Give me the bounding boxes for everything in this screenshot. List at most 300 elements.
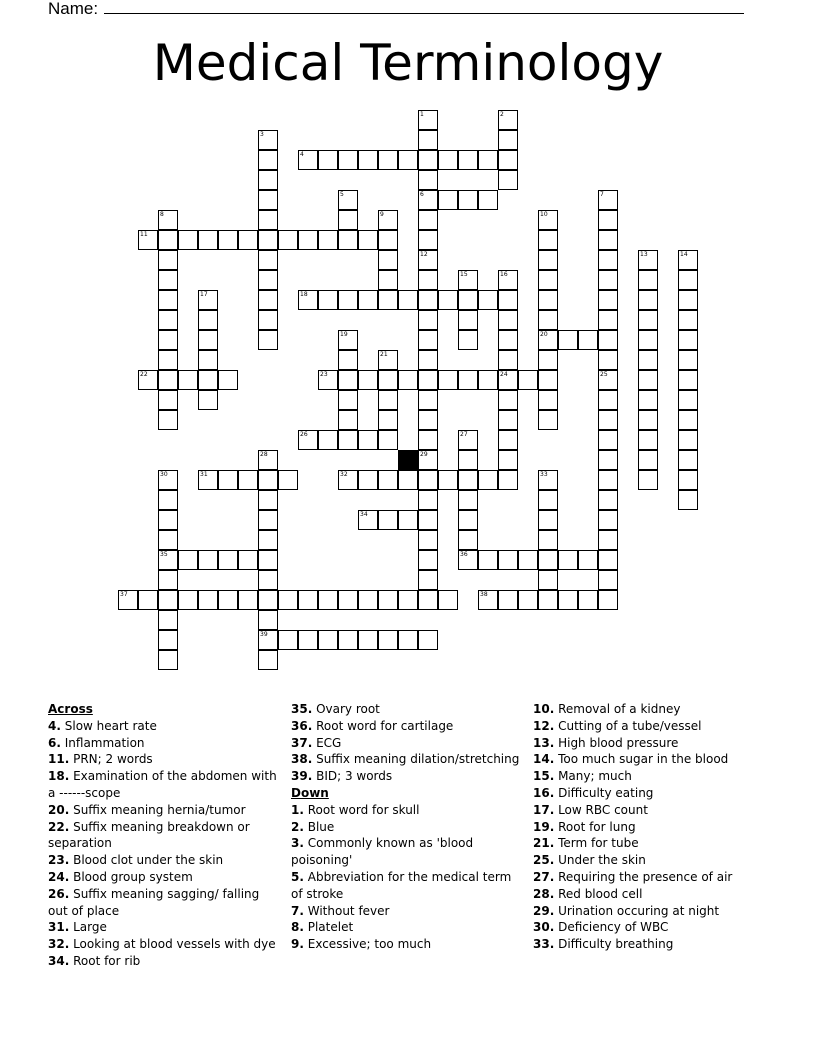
- cell-number: 14: [680, 251, 688, 258]
- grid-cell[interactable]: [258, 210, 278, 230]
- grid-cell[interactable]: [118, 590, 138, 610]
- grid-cell[interactable]: [678, 470, 698, 490]
- grid-cell[interactable]: [418, 350, 438, 370]
- grid-cell[interactable]: [218, 590, 238, 610]
- grid-cell[interactable]: [278, 470, 298, 490]
- grid-cell[interactable]: [638, 350, 658, 370]
- grid-cell[interactable]: [198, 330, 218, 350]
- grid-cell[interactable]: [498, 290, 518, 310]
- grid-cell[interactable]: [538, 230, 558, 250]
- grid-cell[interactable]: [678, 370, 698, 390]
- grid-cell[interactable]: [538, 330, 558, 350]
- across-clue-number: 26.: [48, 886, 70, 901]
- grid-cell[interactable]: [578, 550, 598, 570]
- grid-cell[interactable]: [418, 590, 438, 610]
- grid-cell[interactable]: [338, 350, 358, 370]
- grid-cell[interactable]: [378, 470, 398, 490]
- grid-cell[interactable]: [338, 410, 358, 430]
- grid-cell[interactable]: [478, 590, 498, 610]
- grid-cell[interactable]: [498, 390, 518, 410]
- grid-cell[interactable]: [298, 290, 318, 310]
- grid-cell[interactable]: [378, 270, 398, 290]
- grid-cell[interactable]: [358, 290, 378, 310]
- grid-cell[interactable]: [598, 370, 618, 390]
- grid-cell[interactable]: [638, 290, 658, 310]
- grid-cell[interactable]: [598, 490, 618, 510]
- grid-cell[interactable]: [518, 370, 538, 390]
- grid-cell[interactable]: [158, 370, 178, 390]
- grid-cell[interactable]: [238, 230, 258, 250]
- grid-cell[interactable]: [678, 330, 698, 350]
- grid-cell[interactable]: [258, 550, 278, 570]
- grid-cell[interactable]: [158, 650, 178, 670]
- across-clue-number: 35.: [291, 702, 313, 716]
- grid-cell[interactable]: [558, 330, 578, 350]
- grid-cell[interactable]: [158, 250, 178, 270]
- grid-cell[interactable]: [598, 230, 618, 250]
- grid-cell[interactable]: [318, 630, 338, 650]
- grid-cell[interactable]: [498, 310, 518, 330]
- grid-cell[interactable]: [678, 430, 698, 450]
- grid-cell[interactable]: [678, 270, 698, 290]
- grid-cell[interactable]: [538, 470, 558, 490]
- grid-cell[interactable]: [478, 290, 498, 310]
- grid-cell[interactable]: [158, 470, 178, 490]
- grid-cell[interactable]: [358, 510, 378, 530]
- grid-cell[interactable]: [198, 370, 218, 390]
- grid-cell[interactable]: [418, 230, 438, 250]
- grid-cell[interactable]: [398, 150, 418, 170]
- grid-cell[interactable]: [598, 530, 618, 550]
- grid-cell[interactable]: [158, 570, 178, 590]
- grid-cell[interactable]: [278, 590, 298, 610]
- grid-cell[interactable]: [158, 310, 178, 330]
- down-clue-number: 16.: [533, 785, 555, 800]
- grid-cell[interactable]: [538, 530, 558, 550]
- grid-cell[interactable]: [298, 590, 318, 610]
- down-clue-text: Urination occuring at night: [554, 903, 720, 918]
- grid-cell[interactable]: [338, 150, 358, 170]
- grid-cell[interactable]: [538, 550, 558, 570]
- grid-cell[interactable]: [538, 310, 558, 330]
- grid-cell[interactable]: [378, 150, 398, 170]
- grid-cell[interactable]: [458, 190, 478, 210]
- grid-cell[interactable]: [478, 150, 498, 170]
- grid-cell[interactable]: [478, 550, 498, 570]
- grid-cell[interactable]: [378, 230, 398, 250]
- across-clue-text: Blood group system: [69, 869, 193, 884]
- grid-cell[interactable]: [438, 370, 458, 390]
- grid-cell[interactable]: [538, 370, 558, 390]
- grid-cell[interactable]: [358, 150, 378, 170]
- grid-cell[interactable]: [558, 590, 578, 610]
- grid-cell[interactable]: [198, 390, 218, 410]
- grid-cell[interactable]: [138, 590, 158, 610]
- grid-cell[interactable]: [198, 470, 218, 490]
- grid-cell[interactable]: [158, 270, 178, 290]
- grid-cell[interactable]: [478, 190, 498, 210]
- grid-cell[interactable]: [318, 430, 338, 450]
- grid-cell[interactable]: [598, 510, 618, 530]
- grid-cell[interactable]: [438, 590, 458, 610]
- grid-cell[interactable]: [418, 490, 438, 510]
- grid-cell[interactable]: [198, 290, 218, 310]
- grid-cell[interactable]: [638, 330, 658, 350]
- grid-cell[interactable]: [498, 150, 518, 170]
- grid-cell[interactable]: [418, 170, 438, 190]
- grid-cell[interactable]: [338, 230, 358, 250]
- grid-cell[interactable]: [258, 170, 278, 190]
- grid-cell[interactable]: [158, 330, 178, 350]
- across-clue-text: PRN; 2 words: [69, 752, 153, 767]
- grid-cell[interactable]: [318, 150, 338, 170]
- grid-cell[interactable]: [158, 290, 178, 310]
- grid-cell[interactable]: [318, 290, 338, 310]
- grid-cell[interactable]: [298, 230, 318, 250]
- grid-cell[interactable]: [378, 590, 398, 610]
- grid-cell[interactable]: [198, 590, 218, 610]
- grid-cell[interactable]: [418, 390, 438, 410]
- grid-cell[interactable]: [538, 590, 558, 610]
- grid-cell[interactable]: [498, 590, 518, 610]
- grid-cell[interactable]: [638, 410, 658, 430]
- down-clue-text: Blue: [303, 819, 335, 834]
- grid-cell[interactable]: [598, 250, 618, 270]
- grid-cell[interactable]: [338, 210, 358, 230]
- grid-cell[interactable]: [258, 590, 278, 610]
- grid-cell[interactable]: [538, 390, 558, 410]
- grid-cell[interactable]: [258, 450, 278, 470]
- grid-cell[interactable]: [418, 430, 438, 450]
- grid-cell[interactable]: [438, 290, 458, 310]
- grid-cell[interactable]: [158, 230, 178, 250]
- grid-cell[interactable]: [258, 570, 278, 590]
- grid-cell[interactable]: [198, 350, 218, 370]
- grid-cell[interactable]: [438, 150, 458, 170]
- grid-cell[interactable]: [418, 570, 438, 590]
- grid-cell[interactable]: [418, 330, 438, 350]
- grid-cell[interactable]: [218, 550, 238, 570]
- grid-cell[interactable]: [638, 390, 658, 410]
- grid-cell[interactable]: [418, 510, 438, 530]
- grid-cell[interactable]: [418, 370, 438, 390]
- grid-cell[interactable]: [498, 110, 518, 130]
- grid-cell[interactable]: [678, 290, 698, 310]
- grid-cell[interactable]: [458, 490, 478, 510]
- grid-cell[interactable]: [478, 470, 498, 490]
- grid-cell[interactable]: [538, 210, 558, 230]
- grid-cell[interactable]: [458, 470, 478, 490]
- across-clue-number: 4.: [48, 718, 61, 733]
- grid-cell[interactable]: [458, 550, 478, 570]
- grid-cell[interactable]: [418, 410, 438, 430]
- grid-cell[interactable]: [178, 370, 198, 390]
- grid-cell[interactable]: [378, 510, 398, 530]
- grid-cell[interactable]: [138, 370, 158, 390]
- grid-cell[interactable]: [258, 150, 278, 170]
- cell-number: 15: [460, 271, 468, 278]
- grid-cell[interactable]: [418, 470, 438, 490]
- grid-cell[interactable]: [318, 590, 338, 610]
- grid-cell[interactable]: [398, 630, 418, 650]
- grid-cell[interactable]: [338, 390, 358, 410]
- grid-cell[interactable]: [418, 270, 438, 290]
- grid-cell[interactable]: [158, 550, 178, 570]
- grid-cell[interactable]: [378, 250, 398, 270]
- grid-cell[interactable]: [458, 510, 478, 530]
- grid-cell[interactable]: [238, 550, 258, 570]
- grid-cell[interactable]: [338, 590, 358, 610]
- grid-cell[interactable]: [378, 430, 398, 450]
- grid-cell[interactable]: [418, 450, 438, 470]
- grid-cell[interactable]: [498, 170, 518, 190]
- grid-cell[interactable]: [158, 530, 178, 550]
- grid-cell[interactable]: [598, 450, 618, 470]
- grid-cell[interactable]: [218, 470, 238, 490]
- down-clue-list-continued: [533, 701, 773, 953]
- across-clue: [48, 953, 280, 970]
- grid-cell[interactable]: [418, 310, 438, 330]
- page-title: Medical Terminology: [152, 34, 664, 92]
- grid-cell[interactable]: [538, 270, 558, 290]
- grid-cell[interactable]: [478, 370, 498, 390]
- grid-cell[interactable]: [398, 470, 418, 490]
- grid-cell[interactable]: [178, 230, 198, 250]
- grid-cell[interactable]: [598, 350, 618, 370]
- grid-cell[interactable]: [498, 430, 518, 450]
- grid-cell[interactable]: [678, 450, 698, 470]
- grid-cell[interactable]: [538, 410, 558, 430]
- grid-cell[interactable]: [198, 550, 218, 570]
- grid-cell[interactable]: [258, 130, 278, 150]
- grid-cell[interactable]: [338, 190, 358, 210]
- grid-cell[interactable]: [158, 630, 178, 650]
- grid-cell[interactable]: [258, 330, 278, 350]
- grid-cell[interactable]: [258, 310, 278, 330]
- grid-cell[interactable]: [358, 370, 378, 390]
- grid-cell[interactable]: [258, 490, 278, 510]
- grid-cell[interactable]: [378, 370, 398, 390]
- grid-cell[interactable]: [538, 510, 558, 530]
- grid-cell[interactable]: [378, 290, 398, 310]
- grid-cell[interactable]: [598, 330, 618, 350]
- grid-cell[interactable]: [258, 190, 278, 210]
- grid-cell[interactable]: [678, 390, 698, 410]
- grid-cell[interactable]: [538, 490, 558, 510]
- down-clue-number: 12.: [533, 718, 555, 733]
- grid-cell[interactable]: [398, 590, 418, 610]
- grid-cell[interactable]: [578, 330, 598, 350]
- down-clue: [533, 936, 773, 953]
- grid-cell[interactable]: [298, 430, 318, 450]
- grid-cell[interactable]: [218, 370, 238, 390]
- grid-cell[interactable]: [598, 290, 618, 310]
- grid-cell[interactable]: [538, 250, 558, 270]
- grid-cell[interactable]: [158, 490, 178, 510]
- grid-cell[interactable]: [598, 210, 618, 230]
- grid-cell[interactable]: [438, 190, 458, 210]
- grid-cell[interactable]: [258, 630, 278, 650]
- grid-cell[interactable]: [498, 370, 518, 390]
- grid-cell[interactable]: [218, 230, 238, 250]
- grid-cell[interactable]: [498, 350, 518, 370]
- grid-cell[interactable]: [398, 510, 418, 530]
- grid-cell[interactable]: [298, 150, 318, 170]
- grid-cell[interactable]: [338, 470, 358, 490]
- grid-cell[interactable]: [598, 550, 618, 570]
- grid-cell[interactable]: [298, 630, 318, 650]
- grid-cell[interactable]: [458, 270, 478, 290]
- cell-number: 2: [500, 111, 504, 118]
- grid-cell[interactable]: [598, 190, 618, 210]
- across-clue-number: 32.: [48, 937, 70, 952]
- grid-cell[interactable]: [258, 530, 278, 550]
- grid-cell[interactable]: [358, 630, 378, 650]
- grid-cell[interactable]: [158, 350, 178, 370]
- grid-cell[interactable]: [418, 250, 438, 270]
- grid-cell[interactable]: [418, 110, 438, 130]
- grid-cell[interactable]: [318, 370, 338, 390]
- grid-cell[interactable]: [378, 630, 398, 650]
- grid-cell[interactable]: [338, 370, 358, 390]
- grid-cell[interactable]: [258, 650, 278, 670]
- grid-cell[interactable]: [638, 450, 658, 470]
- grid-cell[interactable]: [638, 270, 658, 290]
- grid-cell[interactable]: [158, 610, 178, 630]
- grid-cell[interactable]: [398, 290, 418, 310]
- grid-cell[interactable]: [378, 350, 398, 370]
- grid-cell[interactable]: [378, 390, 398, 410]
- grid-cell[interactable]: [518, 550, 538, 570]
- grid-cell[interactable]: [178, 590, 198, 610]
- grid-cell[interactable]: [318, 230, 338, 250]
- grid-cell[interactable]: [198, 230, 218, 250]
- across-clue: [291, 735, 523, 752]
- grid-cell[interactable]: [358, 430, 378, 450]
- down-clue: [291, 869, 523, 903]
- grid-cell[interactable]: [158, 210, 178, 230]
- grid-cell[interactable]: [138, 230, 158, 250]
- grid-cell[interactable]: [458, 290, 478, 310]
- grid-cell[interactable]: [458, 430, 478, 450]
- grid-cell[interactable]: [158, 590, 178, 610]
- grid-cell[interactable]: [678, 490, 698, 510]
- grid-cell[interactable]: [418, 190, 438, 210]
- grid-cell[interactable]: [578, 590, 598, 610]
- grid-cell[interactable]: [278, 630, 298, 650]
- grid-cell[interactable]: [278, 230, 298, 250]
- grid-cell[interactable]: [458, 330, 478, 350]
- grid-cell[interactable]: [538, 290, 558, 310]
- grid-cell[interactable]: [378, 410, 398, 430]
- grid-cell[interactable]: [678, 250, 698, 270]
- grid-cell[interactable]: [418, 150, 438, 170]
- grid-cell[interactable]: [638, 470, 658, 490]
- grid-cell[interactable]: [418, 130, 438, 150]
- grid-cell[interactable]: [638, 370, 658, 390]
- down-clue-number: 15.: [533, 769, 555, 784]
- grid-cell[interactable]: [498, 470, 518, 490]
- grid-cell[interactable]: [498, 450, 518, 470]
- grid-cell[interactable]: [598, 470, 618, 490]
- grid-cell[interactable]: [418, 550, 438, 570]
- grid-cell[interactable]: [418, 530, 438, 550]
- grid-cell[interactable]: [498, 550, 518, 570]
- grid-cell[interactable]: [498, 130, 518, 150]
- grid-cell[interactable]: [378, 210, 398, 230]
- grid-cell[interactable]: [498, 270, 518, 290]
- grid-cell[interactable]: [338, 330, 358, 350]
- across-clue-number: 36.: [291, 718, 313, 733]
- grid-cell[interactable]: [358, 590, 378, 610]
- grid-cell[interactable]: [558, 550, 578, 570]
- grid-cell[interactable]: [258, 250, 278, 270]
- grid-cell[interactable]: [598, 390, 618, 410]
- grid-cell[interactable]: [598, 570, 618, 590]
- grid-cell[interactable]: [458, 530, 478, 550]
- grid-cell[interactable]: [418, 290, 438, 310]
- grid-cell[interactable]: [598, 430, 618, 450]
- grid-cell[interactable]: [538, 570, 558, 590]
- grid-cell[interactable]: [638, 250, 658, 270]
- grid-cell[interactable]: [598, 270, 618, 290]
- grid-cell[interactable]: [258, 510, 278, 530]
- grid-cell[interactable]: [198, 310, 218, 330]
- grid-cell[interactable]: [638, 430, 658, 450]
- grid-cell[interactable]: [598, 590, 618, 610]
- grid-cell[interactable]: [678, 350, 698, 370]
- grid-cell[interactable]: [398, 370, 418, 390]
- grid-cell[interactable]: [438, 470, 458, 490]
- grid-cell[interactable]: [538, 350, 558, 370]
- grid-cell[interactable]: [678, 310, 698, 330]
- grid-cell[interactable]: [498, 410, 518, 430]
- grid-cell[interactable]: [458, 310, 478, 330]
- grid-cell[interactable]: [358, 470, 378, 490]
- grid-cell[interactable]: [238, 470, 258, 490]
- grid-cell[interactable]: [338, 290, 358, 310]
- grid-cell[interactable]: [458, 150, 478, 170]
- grid-cell[interactable]: [458, 370, 478, 390]
- cell-number: 29: [420, 451, 428, 458]
- grid-cell[interactable]: [258, 610, 278, 630]
- grid-cell[interactable]: [258, 470, 278, 490]
- grid-cell[interactable]: [258, 270, 278, 290]
- grid-cell[interactable]: [678, 410, 698, 430]
- grid-cell[interactable]: [598, 310, 618, 330]
- grid-cell[interactable]: [498, 330, 518, 350]
- grid-cell[interactable]: [358, 230, 378, 250]
- grid-cell[interactable]: [238, 590, 258, 610]
- grid-cell[interactable]: [418, 630, 438, 650]
- across-clue-text: ECG: [312, 735, 342, 750]
- grid-cell[interactable]: [158, 510, 178, 530]
- grid-cell[interactable]: [638, 310, 658, 330]
- grid-cell[interactable]: [258, 230, 278, 250]
- grid-cell[interactable]: [598, 410, 618, 430]
- across-clue: [48, 819, 280, 853]
- grid-cell[interactable]: [178, 550, 198, 570]
- grid-cell[interactable]: [518, 590, 538, 610]
- grid-cell[interactable]: [158, 390, 178, 410]
- grid-cell[interactable]: [458, 450, 478, 470]
- grid-cell[interactable]: [258, 290, 278, 310]
- grid-cell[interactable]: [338, 430, 358, 450]
- grid-cell[interactable]: [158, 410, 178, 430]
- grid-cell[interactable]: [338, 630, 358, 650]
- grid-cell[interactable]: [418, 210, 438, 230]
- cell-number: 20: [540, 331, 548, 338]
